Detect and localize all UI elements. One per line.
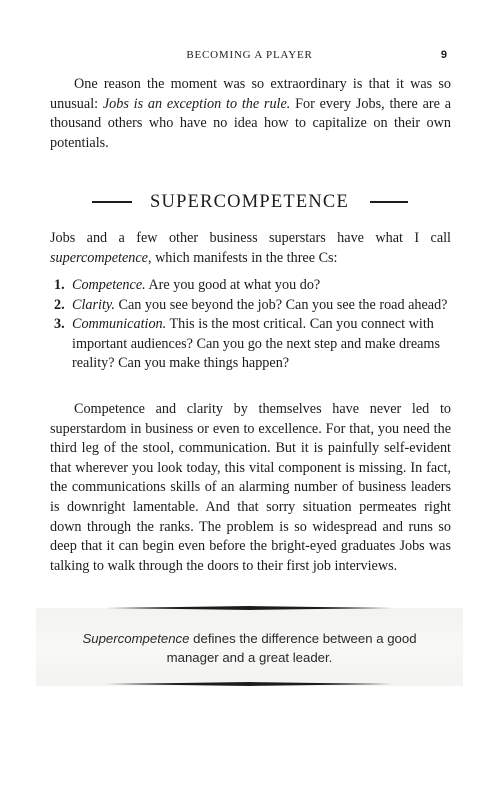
closing-paragraph: Competence and clarity by themselves have never led to superstardom in business or even to excellence. For that, you need the third leg of the stool, communication. But it is painfully self-evident that wherever you look today, this vital component is missing. In fact, the communications skills of an alarming number of business leaders is downright lamentable. And that sorry situation permeates right down through the ranks. The problem is so widespread and runs so deep that it can begin even before the bright-eyed graduates Jobs was talking to walk through the doors to their first job interviews.	[50, 401, 451, 574]
callout-rule-top	[106, 605, 393, 611]
callout-rule-bottom	[106, 681, 393, 687]
definition-text-after: , which manifests in the three Cs:	[147, 249, 338, 266]
list-item-text: Can you see beyond the job? Can you see the road ahead?	[114, 296, 448, 313]
callout-line-1	[36, 629, 463, 648]
running-header	[0, 47, 499, 63]
definition-text-before: Jobs and a few other business superstars have what I call	[50, 230, 451, 246]
callout-text	[36, 629, 463, 667]
list-item	[50, 276, 451, 296]
callout-line-2: manager and a great leader.	[166, 650, 333, 665]
intro-paragraph	[50, 75, 451, 153]
list-item-number: 1.	[54, 277, 65, 293]
pull-quote-callout	[36, 608, 463, 686]
list-item-term: Competence.	[72, 277, 146, 293]
list-item	[50, 315, 451, 374]
callout-emphasis: Supercompetence	[82, 631, 190, 646]
three-cs-list	[50, 276, 451, 374]
list-item	[50, 296, 451, 316]
callout-text-line1: defines the difference between a good	[189, 631, 417, 646]
list-item-text: Are you good at what you do?	[145, 277, 321, 293]
definition-emphasis: supercompetence	[50, 249, 148, 266]
list-item-number: 2.	[54, 296, 65, 313]
running-title: BECOMING A PLAYER	[186, 49, 313, 61]
intro-emphasis: Jobs is an exception to the rule.	[102, 95, 291, 112]
list-item-term: Clarity.	[72, 296, 115, 313]
definition-paragraph	[50, 229, 451, 268]
heading-rule-right	[370, 201, 408, 203]
section-heading	[0, 190, 499, 214]
list-item-text: This is the most critical. Can you connect with important audiences? Can you go the next step and make dreams reality? Can you make things happen?	[72, 316, 440, 372]
list-item-term: Communication.	[72, 316, 167, 333]
intro-text-before: One reason the moment was so extraordinary is that it was so unusual:	[50, 76, 451, 112]
section-title: SUPERCOMPETENCE	[150, 192, 349, 212]
page-number: 9	[440, 49, 447, 61]
intro-text-after: For every Jobs, there are a thousand others who have no idea how to capitalize on their own potentials.	[50, 95, 452, 151]
list-item-number: 3.	[54, 316, 65, 333]
